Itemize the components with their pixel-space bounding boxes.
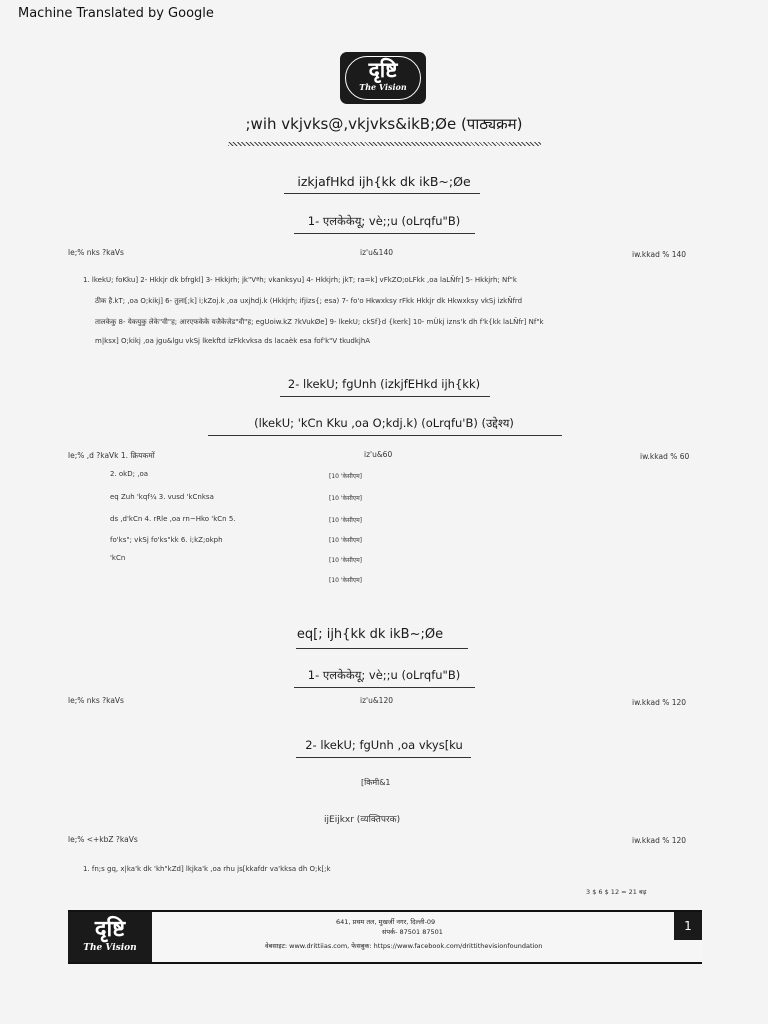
prelim-paper2-item: ds ,d'kCn 4. rRle ,oa rn~Hko 'kCn 5. [110,515,236,523]
prelim-paper1-time: le;% nks ?kaVs [68,248,124,257]
prelim-paper2-marks: iw.kkad % 60 [640,452,690,461]
mains-paper2-section: [किमी&1 [361,778,391,787]
title-decoration [228,142,541,146]
prelim-paper2-heading: 2- lkekU; fgUnh (izkjfEHkd ijh{kk) [287,377,481,391]
prelim-paper2-mark: [10 'केसीएम] [329,495,362,502]
mains-heading-rule [296,648,468,649]
prelim-heading: izkjafHkd ijh{kk dk ikB~;Øe [297,174,471,189]
prelim-paper2-mark: [10 'केसीएम] [329,577,362,584]
footer-website: वेबसाइट: www.drittiias.com, फेसबुक: https://www.facebook.com/drittithevisionfoundation [265,942,543,950]
page-footer [68,910,702,964]
prelim-paper1-rule [294,233,475,234]
prelim-paper2-time: le;% ,d ?kaVk 1. क्रियकमों [68,451,155,460]
logo-sub-text: The Vision [359,82,407,92]
prelim-paper1-line: m|ksx] O;kikj ,oa jgu&lgu vkSj lkekftd izFkkvksa ds lacaèk esa fof'k"V tkudkjhA [95,337,371,345]
prelim-paper2-mark: [10 'केसीएम] [329,517,362,524]
prelim-paper2-mark: [10 'केसीएम] [329,557,362,564]
mains-paper1-marks: iw.kkad % 120 [632,698,687,707]
mains-paper2-subsection: ijEijkxr (व्यक्तिपरक) [324,815,401,825]
footer-logo-sub: The Vision [83,943,137,953]
document-title: ;wih vkjvks@,vkjvks&ikB;Øe (पाठ्यक्रम) [245,115,523,133]
prelim-paper2-subheading: (lkekU; 'kCn Kku ,oa O;kdj.k) (oLrqfu'B) (उद्देश्य) [254,416,514,430]
logo-main-text: दृष्टि [368,57,398,82]
mains-paper2-rule [296,757,471,758]
prelim-heading-rule [284,193,480,194]
footer-logo [68,912,152,962]
prelim-paper1-line: ठीक है.kT; ,oa O;kikj] 6- तुला[;k] i;kZoj.k ,oa uxjhdj.k (Hkkjrh; ifjizs{; esa) 7- fo'o Hkwxksy rFkk Hkkjr dk Hkwxksy vkSj izkÑfrd [95,297,523,305]
mains-paper2-time: le;% <+kbZ ?kaVs [68,835,138,844]
footer-logo-main: दृष्टि [94,916,126,942]
prelim-paper2-item: 2. okD; ,oa [110,470,149,478]
footer-address: 641, प्रथम तल, मुखर्जी नगर, दिल्ली-09 [336,918,436,926]
mains-paper2-marks: iw.kkad % 120 [632,836,687,845]
prelim-paper2-item: 'kCn [110,554,126,562]
prelim-paper1-line: 1. lkekU; foKku] 2- Hkkjr dk bfrgkl] 3- Hkkjrh; jk"Vªh; vkanksyu] 4- Hkkjrh; jkT; ra=k] vFkZO;oLFkk ,oa laLÑfr] 5- Hkkjrh; Nf"k [83,276,517,284]
mains-paper1-questions: iz'u&120 [360,696,393,705]
prelim-paper1-questions: iz'u&140 [360,248,393,257]
mains-paper2-heading: 2- lkekU; fgUnh ,oa vkys[ku [305,738,463,752]
prelim-paper2-rule [280,396,490,397]
footer-phone: संपर्क- 87501 87501 [382,928,443,936]
machine-translated-note: Machine Translated by Google [18,6,214,21]
prelim-paper2-item: fo'ks"; vkSj fo'ks"kk 6. i;kZ;okph [110,536,223,544]
page-number: 1 [674,912,702,940]
mains-paper1-time: le;% nks ?kaVs [68,696,124,705]
prelim-paper2-mark: [10 'केसीएम] [329,473,362,480]
prelim-paper2-questions: iz'u&60 [364,450,393,459]
mains-paper2-line: 1. fn;s gq, x|ka'k dk 'kh"kZd] lkjka'k ,oa rhu js[kkafdr va'kksa dh O;k[;k [83,865,331,873]
mains-paper1-heading: 1- एलकेकेयू; vè;;u (oLrqfu"B) [307,668,461,682]
prelim-paper1-marks: iw.kkad % 140 [632,250,687,259]
mains-paper1-rule [294,687,475,688]
document-page [0,30,768,1024]
prelim-paper1-heading: 1- एलकेकेयू; vè;;u (oLrqfu"B) [307,214,461,228]
prelim-paper2-subrule [208,435,562,436]
mains-heading: eq[; ijh{kk dk ikB~;Øe [296,627,444,642]
mains-paper2-marks-breakdown: 3 $ 6 $ 12 = 21 बढ़ [586,888,647,896]
drishti-logo [340,52,426,104]
prelim-paper2-mark: [10 'केसीएम] [329,537,362,544]
prelim-paper2-item: eq Zuh 'kqf¼ 3. vusd 'kCnksa [110,493,214,501]
prelim-paper1-line: तालकेकु 8- येकयुकु लेके"वी"ह; आरएफकेके यजैकेजेड"वी"ह; egUoiw.kZ ?kVukØe] 9- lkekU; ckSf}d {kerk] 10- mÙkj izns'k dh f'k{kk laLÑfr] Nf"k [95,318,544,326]
